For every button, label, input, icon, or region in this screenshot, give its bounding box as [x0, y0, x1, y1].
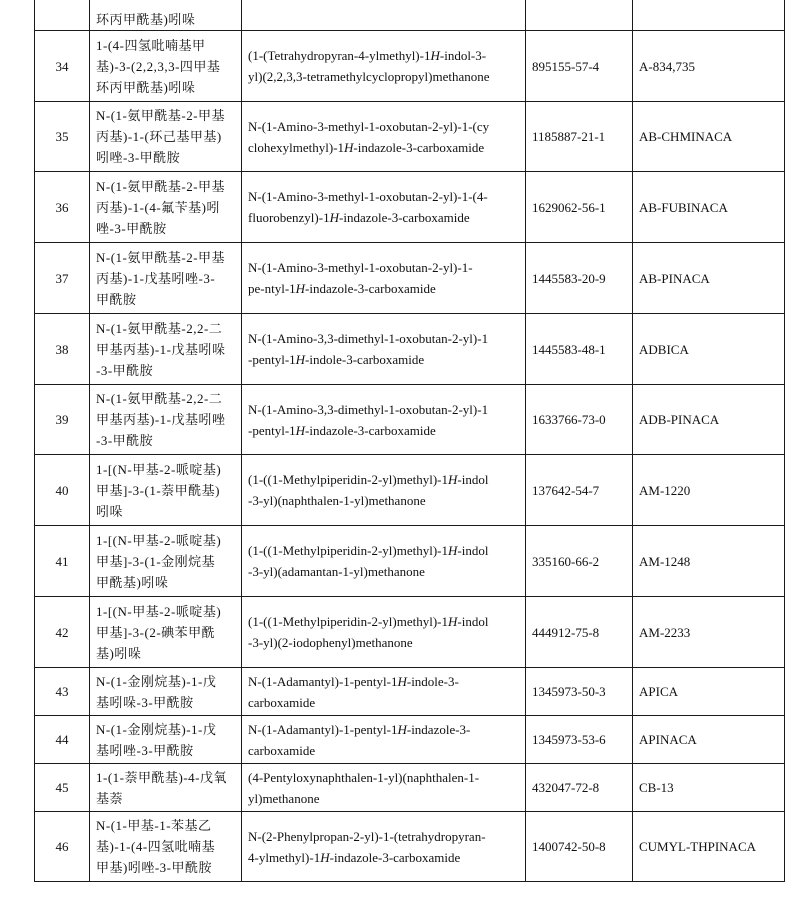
- english-name-line: N-(1-Adamantyl)-1-pentyl-1H-indole-3-: [248, 673, 459, 689]
- english-name-line: yl)(2,2,3,3-tetramethylcyclopropyl)methanone: [248, 69, 490, 84]
- chinese-name-cell: [90, 597, 242, 668]
- cas-number: 335160-66-2: [532, 553, 600, 569]
- cas-number: 1400742-50-8: [532, 839, 606, 854]
- table-row: [35, 243, 785, 314]
- english-name-line: (1-((1-Methylpiperidin-2-yl)methyl)-1H-indol: [248, 543, 489, 558]
- chinese-name-line: N-(1-金刚烷基)-1-戊: [96, 721, 217, 737]
- english-name-line: carboxamide: [248, 694, 316, 710]
- english-name-line: (1-(Tetrahydropyran-4-ylmethyl)-1H-indol-3-: [248, 48, 487, 63]
- table-row: [35, 102, 785, 172]
- cas-number-cell: [526, 385, 633, 455]
- chinese-name-line: 甲酰胺: [96, 291, 137, 307]
- cas-number-cell: [526, 597, 633, 668]
- row-number-cell: [35, 764, 90, 812]
- chinese-name-cell: [90, 455, 242, 526]
- chinese-name-line: 甲基丙基)-1-戊基吲唑: [96, 412, 226, 427]
- cas-number: 1629062-56-1: [532, 199, 606, 215]
- row-number-cell: [35, 172, 90, 243]
- chinese-name-line: 基)吲哚: [96, 645, 142, 661]
- chinese-name-cell: [90, 812, 242, 882]
- chinese-name-line: N-(1-氨甲酰基-2-甲基: [96, 178, 226, 194]
- chinese-name-line: N-(1-氨甲酰基-2,2-二: [96, 320, 223, 336]
- chinese-name-line: 环丙甲酰基)吲哚: [96, 12, 196, 27]
- english-name-cell: [242, 764, 526, 812]
- chinese-name-line: 甲基)吲唑-3-甲酰胺: [96, 860, 212, 875]
- table-row: [35, 0, 785, 31]
- chinese-name-cell: [90, 764, 242, 812]
- table-row: [35, 31, 785, 102]
- english-name-line: N-(1-Amino-3-methyl-1-oxobutan-2-yl)-1-(4-: [248, 189, 488, 204]
- english-name-line: (1-((1-Methylpiperidin-2-yl)methyl)-1H-indol: [248, 614, 489, 629]
- table-row: [35, 716, 785, 764]
- chinese-name-line: 1-(4-四氢吡喃基甲: [96, 37, 206, 53]
- chinese-name-line: 环丙甲酰基)吲哚: [96, 79, 196, 95]
- table-row: [35, 455, 785, 526]
- table-row: [35, 668, 785, 716]
- abbreviation: AM-1248: [639, 553, 691, 569]
- chinese-name-line: 基吲哚-3-甲酰胺: [96, 694, 194, 710]
- cas-number: 1345973-53-6: [532, 732, 606, 747]
- table-row: [35, 172, 785, 243]
- chinese-name-line: 吲唑-3-甲酰胺: [96, 150, 181, 165]
- chinese-name-line: 甲基]-3-(1-萘甲酰基): [96, 482, 220, 498]
- chinese-name-cell: [90, 526, 242, 597]
- cas-number-cell: [526, 314, 633, 385]
- english-name-line: N-(1-Amino-3-methyl-1-oxobutan-2-yl)-1-(cy: [248, 118, 490, 134]
- chinese-name-line: 丙基)-1-(4-氟苄基)吲: [96, 199, 220, 215]
- row-number-cell: [35, 102, 90, 172]
- row-number-cell: [35, 31, 90, 102]
- english-name-cell: [242, 716, 526, 764]
- chinese-name-line: N-(1-氨甲酰基-2-甲基: [96, 249, 226, 265]
- chinese-name-cell: [90, 172, 242, 243]
- cas-number: 1445583-20-9: [532, 270, 606, 286]
- english-name-line: N-(1-Amino-3-methyl-1-oxobutan-2-yl)-1-: [248, 260, 473, 275]
- table-row: [35, 526, 785, 597]
- cas-number-cell: [526, 102, 633, 172]
- abbreviation-cell: [633, 102, 785, 172]
- abbreviation-cell: [633, 812, 785, 882]
- abbreviation-cell: [633, 526, 785, 597]
- cas-number: 1445583-48-1: [532, 341, 606, 357]
- chinese-name-line: 甲酰基)吲哚: [96, 574, 169, 590]
- chinese-name-cell: [90, 668, 242, 716]
- english-name-line: -pentyl-1H-indole-3-carboxamide: [248, 352, 425, 367]
- chinese-name-line: 基吲唑-3-甲酰胺: [96, 742, 194, 758]
- english-name-cell: [242, 314, 526, 385]
- english-name-line: 4-ylmethyl)-1H-indazole-3-carboxamide: [248, 849, 461, 865]
- abbreviation-cell: [633, 764, 785, 812]
- cas-number-cell: [526, 668, 633, 716]
- cas-number-cell: [526, 812, 633, 882]
- row-number: 45: [55, 780, 69, 795]
- row-number: 41: [55, 553, 69, 569]
- abbreviation: APINACA: [639, 732, 697, 747]
- cas-number-cell: [526, 0, 633, 31]
- english-name-cell: [242, 597, 526, 668]
- english-name-line: -3-yl)(2-iodophenyl)methanone: [248, 635, 413, 650]
- chinese-name-cell: [90, 243, 242, 314]
- english-name-line: N-(1-Adamantyl)-1-pentyl-1H-indazole-3-: [248, 721, 471, 737]
- abbreviation: A-834,735: [639, 58, 695, 74]
- english-name-line: -3-yl)(adamantan-1-yl)methanone: [248, 564, 425, 579]
- cas-number: 1633766-73-0: [532, 412, 606, 427]
- abbreviation-cell: [633, 314, 785, 385]
- chinese-name-line: N-(1-金刚烷基)-1-戊: [96, 673, 217, 689]
- chinese-name-line: 丙基)-1-戊基吲唑-3-: [96, 270, 216, 286]
- chinese-name-line: 基)-1-(4-四氢吡喃基: [96, 839, 216, 854]
- english-name-line: (1-((1-Methylpiperidin-2-yl)methyl)-1H-indol: [248, 472, 489, 487]
- abbreviation-cell: [633, 385, 785, 455]
- row-number-cell: [35, 526, 90, 597]
- substance-schedule-table: [34, 0, 785, 882]
- chinese-name-line: 1-(1-萘甲酰基)-4-戊氧: [96, 769, 227, 785]
- english-name-line: fluorobenzyl)-1H-indazole-3-carboxamide: [248, 210, 470, 225]
- abbreviation-cell: [633, 31, 785, 102]
- chinese-name-cell: [90, 0, 242, 31]
- abbreviation: CUMYL-THPINACA: [639, 839, 756, 854]
- cas-number: 137642-54-7: [532, 482, 600, 498]
- abbreviation: CB-13: [639, 780, 674, 795]
- english-name-cell: [242, 385, 526, 455]
- row-number: 34: [55, 58, 69, 74]
- row-number: 46: [55, 839, 69, 854]
- abbreviation: AB-FUBINACA: [639, 199, 728, 215]
- row-number: 42: [55, 624, 69, 640]
- abbreviation: APICA: [639, 684, 679, 699]
- cas-number-cell: [526, 526, 633, 597]
- cas-number-cell: [526, 716, 633, 764]
- abbreviation: AM-2233: [639, 624, 691, 640]
- english-name-cell: [242, 668, 526, 716]
- english-name-cell: [242, 31, 526, 102]
- table-row: [35, 764, 785, 812]
- english-name-cell: [242, 172, 526, 243]
- table-row: [35, 385, 785, 455]
- row-number-cell: [35, 243, 90, 314]
- row-number: 36: [55, 199, 69, 215]
- english-name-cell: [242, 526, 526, 597]
- abbreviation: ADB-PINACA: [639, 412, 720, 427]
- chinese-name-cell: [90, 31, 242, 102]
- table-row: [35, 812, 785, 882]
- english-name-line: pe-ntyl-1H-indazole-3-carboxamide: [248, 281, 436, 296]
- english-name-cell: [242, 455, 526, 526]
- row-number-cell: [35, 716, 90, 764]
- row-number-cell: [35, 812, 90, 882]
- english-name-line: carboxamide: [248, 742, 316, 758]
- english-name-cell: [242, 102, 526, 172]
- english-name-line: -3-yl)(naphthalen-1-yl)methanone: [248, 493, 426, 508]
- cas-number-cell: [526, 243, 633, 314]
- row-number: 38: [55, 341, 69, 357]
- abbreviation-cell: [633, 455, 785, 526]
- row-number-cell: [35, 668, 90, 716]
- row-number-cell: [35, 314, 90, 385]
- english-name-line: N-(1-Amino-3,3-dimethyl-1-oxobutan-2-yl)-1: [248, 401, 489, 417]
- cas-number-cell: [526, 455, 633, 526]
- chinese-name-line: 基)-3-(2,2,3,3-四甲基: [96, 58, 221, 74]
- chinese-name-line: 1-[(N-甲基-2-哌啶基): [96, 532, 222, 548]
- row-number-cell: [35, 455, 90, 526]
- chinese-name-line: N-(1-甲基-1-苯基乙: [96, 818, 212, 833]
- abbreviation: AM-1220: [639, 482, 691, 498]
- chinese-name-line: 基萘: [96, 790, 124, 806]
- english-name-line: N-(2-Phenylpropan-2-yl)-1-(tetrahydropyran-: [248, 828, 486, 844]
- abbreviation-cell: [633, 668, 785, 716]
- abbreviation-cell: [633, 243, 785, 314]
- chinese-name-line: 吲哚: [96, 503, 124, 519]
- row-number: 44: [55, 732, 69, 747]
- chinese-name-line: N-(1-氨甲酰基-2,2-二: [96, 391, 223, 406]
- abbreviation-cell: [633, 597, 785, 668]
- row-number: 39: [55, 412, 69, 427]
- english-name-line: clohexylmethyl)-1H-indazole-3-carboxamide: [248, 139, 485, 155]
- chinese-name-line: 丙基)-1-(环己基甲基): [96, 129, 222, 144]
- row-number: 40: [55, 482, 69, 498]
- cas-number: 432047-72-8: [532, 780, 600, 795]
- chinese-name-line: 甲基丙基)-1-戊基吲哚: [96, 341, 226, 357]
- cas-number-cell: [526, 31, 633, 102]
- row-number: 43: [55, 684, 69, 699]
- abbreviation-cell: [633, 172, 785, 243]
- cas-number: 444912-75-8: [532, 624, 600, 640]
- english-name-cell: [242, 0, 526, 31]
- row-number-cell: [35, 0, 90, 31]
- chinese-name-line: -3-甲酰胺: [96, 433, 154, 448]
- chinese-name-cell: [90, 716, 242, 764]
- english-name-line: N-(1-Amino-3,3-dimethyl-1-oxobutan-2-yl)-1: [248, 331, 489, 346]
- abbreviation: AB-CHMINACA: [639, 129, 733, 144]
- chinese-name-cell: [90, 102, 242, 172]
- english-name-line: (4-Pentyloxynaphthalen-1-yl)(naphthalen-1-: [248, 769, 480, 785]
- english-name-cell: [242, 812, 526, 882]
- row-number-cell: [35, 597, 90, 668]
- chinese-name-line: 唑-3-甲酰胺: [96, 220, 167, 236]
- cas-number: 1185887-21-1: [532, 129, 606, 144]
- table-body: [35, 0, 785, 882]
- table-row: [35, 314, 785, 385]
- chinese-name-line: 甲基]-3-(1-金刚烷基: [96, 553, 216, 569]
- cas-number: 1345973-50-3: [532, 684, 606, 699]
- chinese-name-line: 1-[(N-甲基-2-哌啶基): [96, 461, 222, 477]
- cas-number: 895155-57-4: [532, 58, 600, 74]
- abbreviation: ADBICA: [639, 341, 689, 357]
- chinese-name-line: 甲基]-3-(2-碘苯甲酰: [96, 624, 216, 640]
- chinese-name-cell: [90, 385, 242, 455]
- english-name-line: yl)methanone: [248, 790, 320, 806]
- cas-number-cell: [526, 764, 633, 812]
- chinese-name-line: 1-[(N-甲基-2-哌啶基): [96, 603, 222, 619]
- english-name-line: -pentyl-1H-indazole-3-carboxamide: [248, 422, 436, 438]
- abbreviation: AB-PINACA: [639, 270, 710, 286]
- row-number: 35: [55, 129, 69, 144]
- table-row: [35, 597, 785, 668]
- row-number: 37: [55, 270, 69, 286]
- chinese-name-line: N-(1-氨甲酰基-2-甲基: [96, 108, 226, 123]
- cas-number-cell: [526, 172, 633, 243]
- abbreviation-cell: [633, 0, 785, 31]
- chinese-name-line: -3-甲酰胺: [96, 362, 154, 378]
- row-number-cell: [35, 385, 90, 455]
- abbreviation-cell: [633, 716, 785, 764]
- english-name-cell: [242, 243, 526, 314]
- chinese-name-cell: [90, 314, 242, 385]
